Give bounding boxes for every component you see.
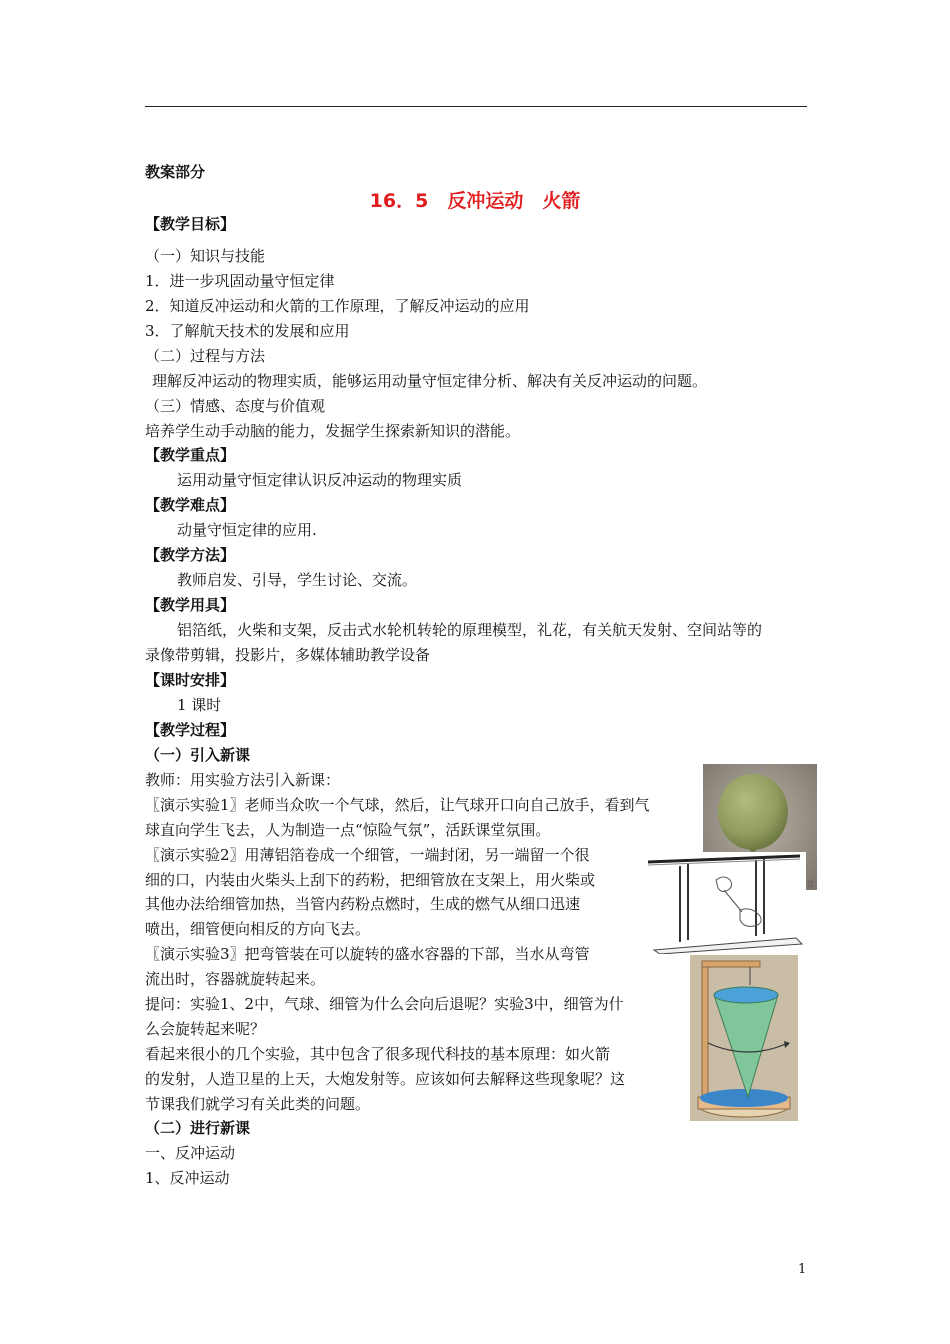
paragraph-12: 看起来很小的几个实验，其中包含了很多现代科技的基本原理：如火箭 <box>145 1045 611 1063</box>
new-lesson-heading: （二）进行新课 <box>145 1119 251 1137</box>
knowledge-heading: （一）知识与技能 <box>145 247 266 265</box>
schedule-heading: 【课时安排】 <box>145 671 236 689</box>
paragraph-4: 〖演示实验2〗用薄铝箔卷成一个细管，一端封闭，另一端留一个很 <box>145 846 590 864</box>
paragraph-3: 球直向学生飞去，人为制造一点“惊险气氛”，活跃课堂氛围。 <box>145 821 551 839</box>
paragraph-13: 的发射，人造卫星的上天，大炮发射等。应该如何去解释这些现象呢？这 <box>145 1070 626 1088</box>
objective-3: 3．了解航天技术的发展和应用 <box>145 322 350 340</box>
paragraph-11: 么会旋转起来呢？ <box>145 1020 266 1038</box>
tools-heading: 【教学用具】 <box>145 596 236 614</box>
difficulty-heading: 【教学难点】 <box>145 496 236 514</box>
schedule-text: 1 课时 <box>177 696 222 714</box>
teaching-process-heading: 【教学过程】 <box>145 721 236 739</box>
objective-2: 2．知道反冲运动和火箭的工作原理，了解反冲运动的应用 <box>145 297 530 315</box>
page-title: 16．5 反冲运动 火箭 <box>369 190 581 212</box>
emotion-heading: （三）情感、态度与价值观 <box>145 397 326 415</box>
paragraph-14: 节课我们就学习有关此类的问题。 <box>145 1095 371 1113</box>
page-number: 1 <box>798 1262 807 1277</box>
key-point-text: 运用动量守恒定律认识反冲运动的物理实质 <box>177 471 463 489</box>
section-label: 教案部分 <box>145 163 206 181</box>
process-heading: （二）过程与方法 <box>145 347 266 365</box>
rotating-container-figure <box>690 955 798 1121</box>
paragraph-8: 〖演示实验3〗把弯管装在可以旋转的盛水容器的下部，当水从弯管 <box>145 945 590 963</box>
paragraph-6: 其他办法给细管加热，当管内药粉点燃时，生成的燃气从细口迅速 <box>145 895 581 913</box>
objectives-heading: 【教学目标】 <box>145 215 236 233</box>
paragraph-5: 细的口，内装由火柴头上刮下的药粉，把细管放在支架上，用火柴或 <box>145 871 596 889</box>
method-text: 教师启发、引导，学生讨论、交流。 <box>177 571 418 589</box>
paragraph-9: 流出时，容器就旋转起来。 <box>145 970 326 988</box>
key-point-heading: 【教学重点】 <box>145 446 236 464</box>
difficulty-text: 动量守恒定律的应用. <box>177 521 317 539</box>
paragraph-2: 〖演示实验1〗老师当众吹一个气球，然后，让气球开口向自己放手，看到气 <box>145 796 650 814</box>
tools-text-1: 铝箔纸，火柴和支架，反击式水轮机转轮的原理模型，礼花，有关航天发射、空间站等的 <box>177 621 763 639</box>
section-1: 一、反冲运动 <box>145 1144 236 1162</box>
process-text: 理解反冲运动的物理实质，能够运用动量守恒定律分析、解决有关反冲运动的问题。 <box>152 372 708 390</box>
emotion-text: 培养学生动手动脑的能力，发掘学生探索新知识的潜能。 <box>145 422 521 440</box>
intro-heading: （一）引入新课 <box>145 746 251 764</box>
tools-text-2: 录像带剪辑，投影片，多媒体辅助教学设备 <box>145 646 431 664</box>
objective-1: 1．进一步巩固动量守恒定律 <box>145 272 335 290</box>
section-1-1: 1、反冲运动 <box>145 1169 230 1187</box>
svg-text:注: 注 <box>807 880 814 888</box>
header-rule <box>145 106 807 107</box>
tube-stand-figure <box>646 852 806 954</box>
method-heading: 【教学方法】 <box>145 546 236 564</box>
paragraph-7: 喷出，细管便向相反的方向飞去。 <box>145 920 371 938</box>
paragraph-10: 提问：实验1、2中，气球、细管为什么会向后退呢？实验3中，细管为什 <box>145 995 624 1013</box>
paragraph-1: 教师：用实验方法引入新课： <box>145 771 341 789</box>
